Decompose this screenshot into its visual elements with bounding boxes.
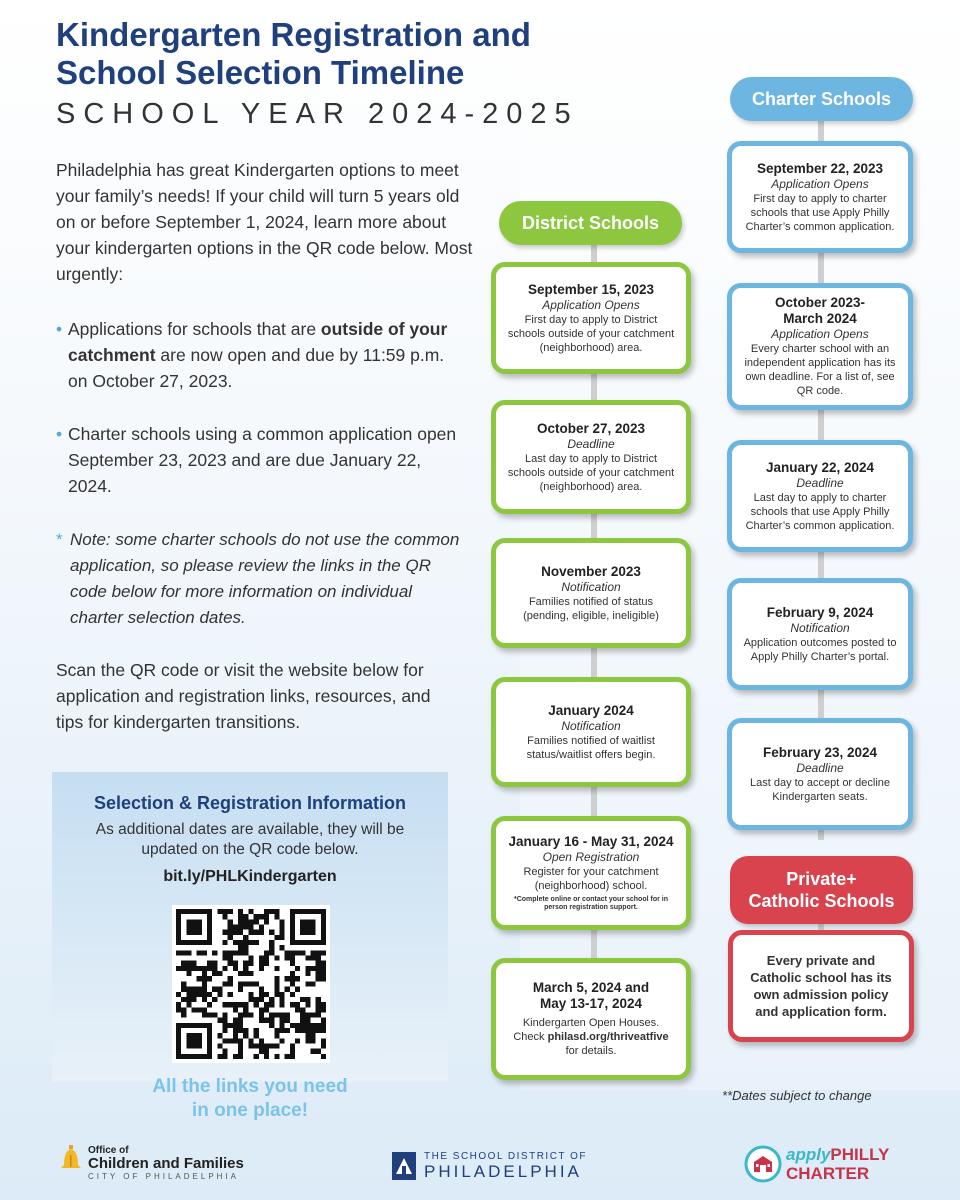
card-desc: First day to apply to District schools outside of your catchment (neighborhood) area. [507, 313, 675, 354]
bullet-catchment [56, 316, 466, 394]
card-date: February 23, 2024 [762, 744, 878, 760]
apply-philly-logo [744, 1145, 889, 1183]
card-type: Deadline [567, 436, 615, 451]
district-card-6 [491, 958, 691, 1080]
bullet-text: are now open and due by 11:59 p.m. on October 27, 2023. [68, 345, 445, 391]
asterisk-icon: * [56, 530, 63, 549]
ocf-city-text: CITY OF PHILADELPHIA [88, 1172, 239, 1181]
district-card-1 [491, 262, 691, 374]
card-desc-prefix: Check [513, 1031, 548, 1043]
bullet-text: Applications for schools that are [68, 319, 321, 339]
card-type: Application Opens [771, 176, 869, 191]
card-desc: Families notified of waitlist status/waitlist offers begin. [526, 734, 656, 761]
ocf-logo [60, 1145, 244, 1182]
card-note: *Complete online or contact your school for in person registration support. [513, 896, 668, 911]
card-date: March 5, 2024 and [532, 980, 650, 995]
bullet-text: Charter schools using a common application open September 23, 2023 and are due January 22, 2024. [68, 424, 457, 496]
charter-card-1 [727, 141, 913, 253]
card-desc: Last day to accept or decline Kindergarten seats. [749, 776, 891, 803]
card-date: September 15, 2023 [527, 281, 655, 297]
footer [0, 1135, 960, 1200]
charter-schools-header: Charter Schools [730, 77, 913, 121]
bullet-dot-icon: • [56, 319, 63, 339]
page-subtitle: SCHOOL YEAR 2024-2025 [56, 98, 579, 130]
card-date: October 27, 2023 [536, 420, 646, 436]
tagline-line-2: in one place! [191, 1100, 309, 1121]
card-type: Open Registration [542, 850, 640, 864]
card-date: January 2024 [548, 702, 634, 718]
sdp-logo [392, 1151, 587, 1181]
dates-note: **Dates subject to change [722, 1088, 872, 1103]
card-date: September 22, 2023 [756, 160, 884, 176]
district-card-3 [491, 538, 691, 648]
card-desc: Register for your catchment (neighborhood) school. [523, 866, 659, 892]
info-text: As additional dates are available, they will be updated on the QR code below. [95, 821, 405, 858]
note-text: Note: some charter schools do not use the common application, so please review the links in the QR code below for more information on individual charter selection dates. [70, 530, 460, 627]
card-date: February 9, 2024 [766, 604, 874, 620]
title-line-2: School Selection Timeline [56, 54, 465, 91]
card-desc: Every charter school with an independent application has its own deadline. For a list of, see QR code. [744, 343, 896, 397]
charter-note [56, 527, 466, 631]
card-type: Notification [561, 718, 621, 733]
card-date: October 2023- [774, 295, 866, 310]
card-desc: First day to apply to charter schools that use Apply Philly Charter’s common application. [745, 192, 895, 233]
thriveatfive-link[interactable]: philasd.org/thriveatfive [547, 1031, 669, 1043]
intro-paragraph: Philadelphia has great Kindergarten options to meet your family’s needs! If your child will turn 5 years old on or before September 1, 2024, learn more about your kindergarten options in the QR code below. Most urgently: [56, 160, 473, 284]
card-desc: Every private and Catholic school has its own admission policy and application form. [750, 953, 892, 1019]
district-card-2 [491, 400, 691, 514]
card-desc: Last day to apply to charter schools that use Apply Philly Charter’s common application. [745, 491, 895, 532]
card-date: May 13-17, 2024 [539, 996, 643, 1011]
card-type: Application Opens [542, 297, 640, 312]
card-desc: for details. [565, 1045, 617, 1057]
card-date: January 22, 2024 [765, 459, 875, 475]
charter-card-3 [727, 440, 913, 552]
card-desc: Application outcomes posted to Apply Philly Charter’s portal. [743, 636, 897, 663]
tagline-line-1: All the links you need [152, 1076, 348, 1097]
selection-info-box [52, 772, 448, 1082]
info-title: Selection & Registration Information [93, 793, 407, 813]
philly-text: PHILLY [830, 1145, 890, 1164]
card-date: November 2023 [541, 563, 641, 579]
charter-card-5 [727, 718, 913, 830]
title-line-1: Kindergarten Registration and [56, 16, 531, 53]
page-title [56, 16, 656, 92]
private-card [728, 930, 914, 1042]
card-desc [513, 1030, 668, 1044]
ocf-small-text: Office of [88, 1145, 129, 1156]
bullet-dot-icon: • [56, 424, 63, 444]
ocf-main-text: Children and Families [88, 1155, 244, 1172]
card-date: March 2024 [783, 311, 857, 326]
qr-code-icon [176, 909, 326, 1059]
card-desc: Kindergarten Open Houses. [522, 1017, 660, 1029]
school-district-icon [392, 1152, 416, 1180]
scan-paragraph: Scan the QR code or visit the website below for application and registration links, resources, and tips for kindergarten transitions. [56, 660, 431, 732]
school-building-icon [744, 1145, 782, 1183]
bullet-bold-text: outside of your catchment [68, 319, 448, 365]
card-type: Application Opens [771, 327, 869, 341]
private-header-line-1: Private+ [786, 869, 857, 889]
sdp-main-text: PHILADELPHIA [424, 1162, 582, 1181]
info-link[interactable]: bit.ly/PHLKindergarten [163, 868, 337, 885]
apply-text: apply [786, 1145, 831, 1164]
qr-code[interactable] [172, 905, 330, 1063]
private-header-line-2: Catholic Schools [748, 891, 895, 911]
card-type: Notification [790, 620, 850, 635]
charter-card-2 [727, 283, 913, 410]
info-tagline [110, 1075, 390, 1123]
bullet-charter [56, 421, 466, 499]
sdp-small-text: THE SCHOOL DISTRICT OF [424, 1151, 588, 1162]
liberty-bell-icon [60, 1145, 82, 1171]
charter-card-4 [727, 578, 913, 690]
charter-text: CHARTER [786, 1164, 870, 1183]
card-type: Deadline [796, 475, 844, 490]
card-date: January 16 - May 31, 2024 [508, 834, 674, 849]
card-type: Notification [561, 579, 621, 594]
private-catholic-header [730, 856, 913, 924]
district-card-4 [491, 677, 691, 787]
card-desc: Last day to apply to District schools outside of your catchment (neighborhood) area. [507, 452, 675, 493]
card-type: Deadline [796, 760, 844, 775]
district-schools-header: District Schools [499, 201, 682, 245]
district-card-5 [491, 816, 691, 930]
card-desc: Families notified of status (pending, eligible, ineligible) [523, 595, 659, 622]
